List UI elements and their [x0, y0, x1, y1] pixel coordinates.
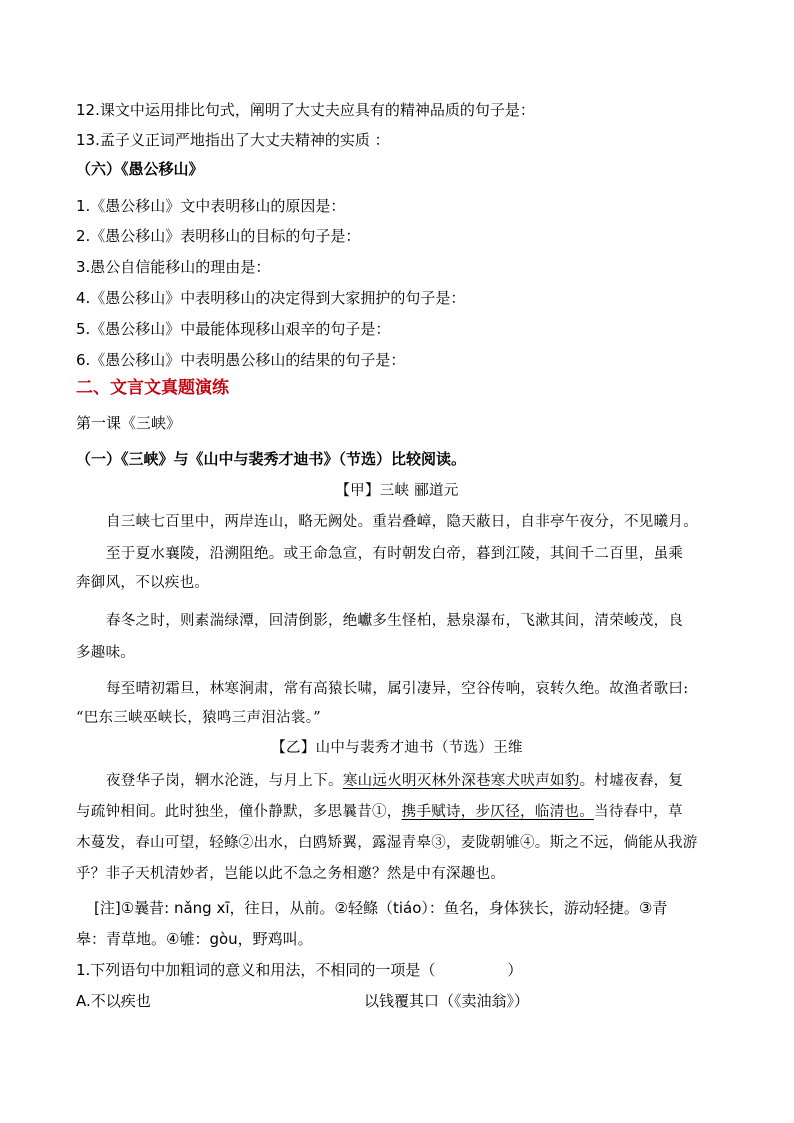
text-yi-segment: 当待春中，草	[594, 804, 683, 820]
question-13: 13.孟子义正词严地指出了大丈夫精神的实质 ：	[76, 131, 390, 149]
text-yi-line-1	[106, 771, 683, 791]
option-a-compare: 以钱覆其口（《卖油翁》）	[364, 992, 530, 1010]
text-jia-line: “巴东三峡巫峡长，猿鸣三声泪沾裳。”	[76, 710, 321, 726]
text-jia-line: 春冬之时，则素湍绿潭，回清倒影，绝巘多生怪柏，悬泉瀑布，飞漱其间，清荣峻茂，良	[106, 613, 684, 629]
annotation-note: 皋：青草地。④雊：gòu，野鸡叫。	[76, 930, 313, 948]
text-jia-line: 奔御风，不以疾也。	[76, 575, 210, 591]
text-jia-title: 【甲】三峡 郦道元	[335, 483, 459, 499]
section-heading-yugong: （六）《愚公移山》	[76, 160, 204, 178]
text-jia-line: 至于夏水襄陵，沿溯阻绝。或王命急宣，有时朝发白帝，暮到江陵，其间千二百里，虽乘	[106, 546, 684, 562]
annotation-note: [注]①曩昔: nǎng xī，往日，从前。②轻鲦（tiáo）：鱼名，身体狭长，游动轻捷。③青	[94, 899, 668, 917]
text-jia-line: 多趣味。	[76, 645, 136, 661]
question-1-stem	[76, 960, 522, 980]
text-yi-segment: 。村墟夜舂，复	[579, 773, 684, 789]
underlined-sentence: 寒山远火明灭林外深巷寒犬吠声如豹	[342, 773, 580, 789]
text-yi-title: 【乙】山中与裴秀才迪书（节选）王维	[271, 740, 523, 756]
text-yi-segment: 夜登华子岗，辋水沦涟，与月上下。	[106, 773, 343, 789]
yugong-question-5: 5.《愚公移山》中最能体现移山艰辛的句子是：	[76, 320, 391, 338]
yugong-question-6: 6.《愚公移山》中表明愚公移山的结果的句子是：	[76, 351, 406, 369]
lesson-title: 第一课《三峡》	[76, 414, 182, 432]
text-yi-line-2	[76, 802, 683, 822]
yugong-question-2: 2.《愚公移山》表明移山的目标的句子是：	[76, 227, 361, 245]
text-yi-line-3: 木蔓发，春山可望，轻鲦②出水，白鸥矫翼，露湿青皋③，麦陇朝雊④。斯之不远，倘能从我游	[76, 835, 698, 851]
text-jia-line: 每至晴初霜旦，林寒涧肃，常有高猿长啸，属引凄异，空谷传响，哀转久绝。故渔者歌曰:	[106, 681, 689, 697]
question-1-close: ）	[507, 961, 523, 979]
part-two-heading: 二、文言文真题演练	[76, 378, 229, 398]
text-yi-line-4: 乎？非子天机清妙者，岂能以此不急之务相邀？然是中有深趣也。	[76, 866, 506, 882]
yugong-question-1: 1.《愚公移山》文中表明移山的原因是：	[76, 197, 346, 215]
yugong-question-3: 3.愚公自信能移山的理由是：	[76, 258, 271, 276]
question-12: 12.课文中运用排比句式，阐明了大丈夫应具有的精神品质的句子是：	[76, 101, 535, 119]
question-1-text: 1.下列语句中加粗词的意义和用法，不相同的一项是（	[76, 961, 436, 979]
option-a: A.不以疾也	[76, 992, 151, 1010]
underlined-sentence: 携手赋诗，步仄径，临清也。	[401, 804, 595, 820]
comparison-heading: （一）《三峡》与《山中与裴秀才迪书》（节选）比较阅读。	[76, 450, 467, 468]
yugong-question-4: 4.《愚公移山》中表明移山的决定得到大家拥护的句子是：	[76, 289, 466, 307]
text-yi-segment: 与疏钟相间。此时独坐，僮仆静默，多思曩昔①，	[76, 804, 402, 820]
text-jia-line: 自三峡七百里中，两岸连山，略无阙处。重岩叠嶂，隐天蔽日，自非亭午夜分，不见曦月。	[106, 514, 698, 530]
